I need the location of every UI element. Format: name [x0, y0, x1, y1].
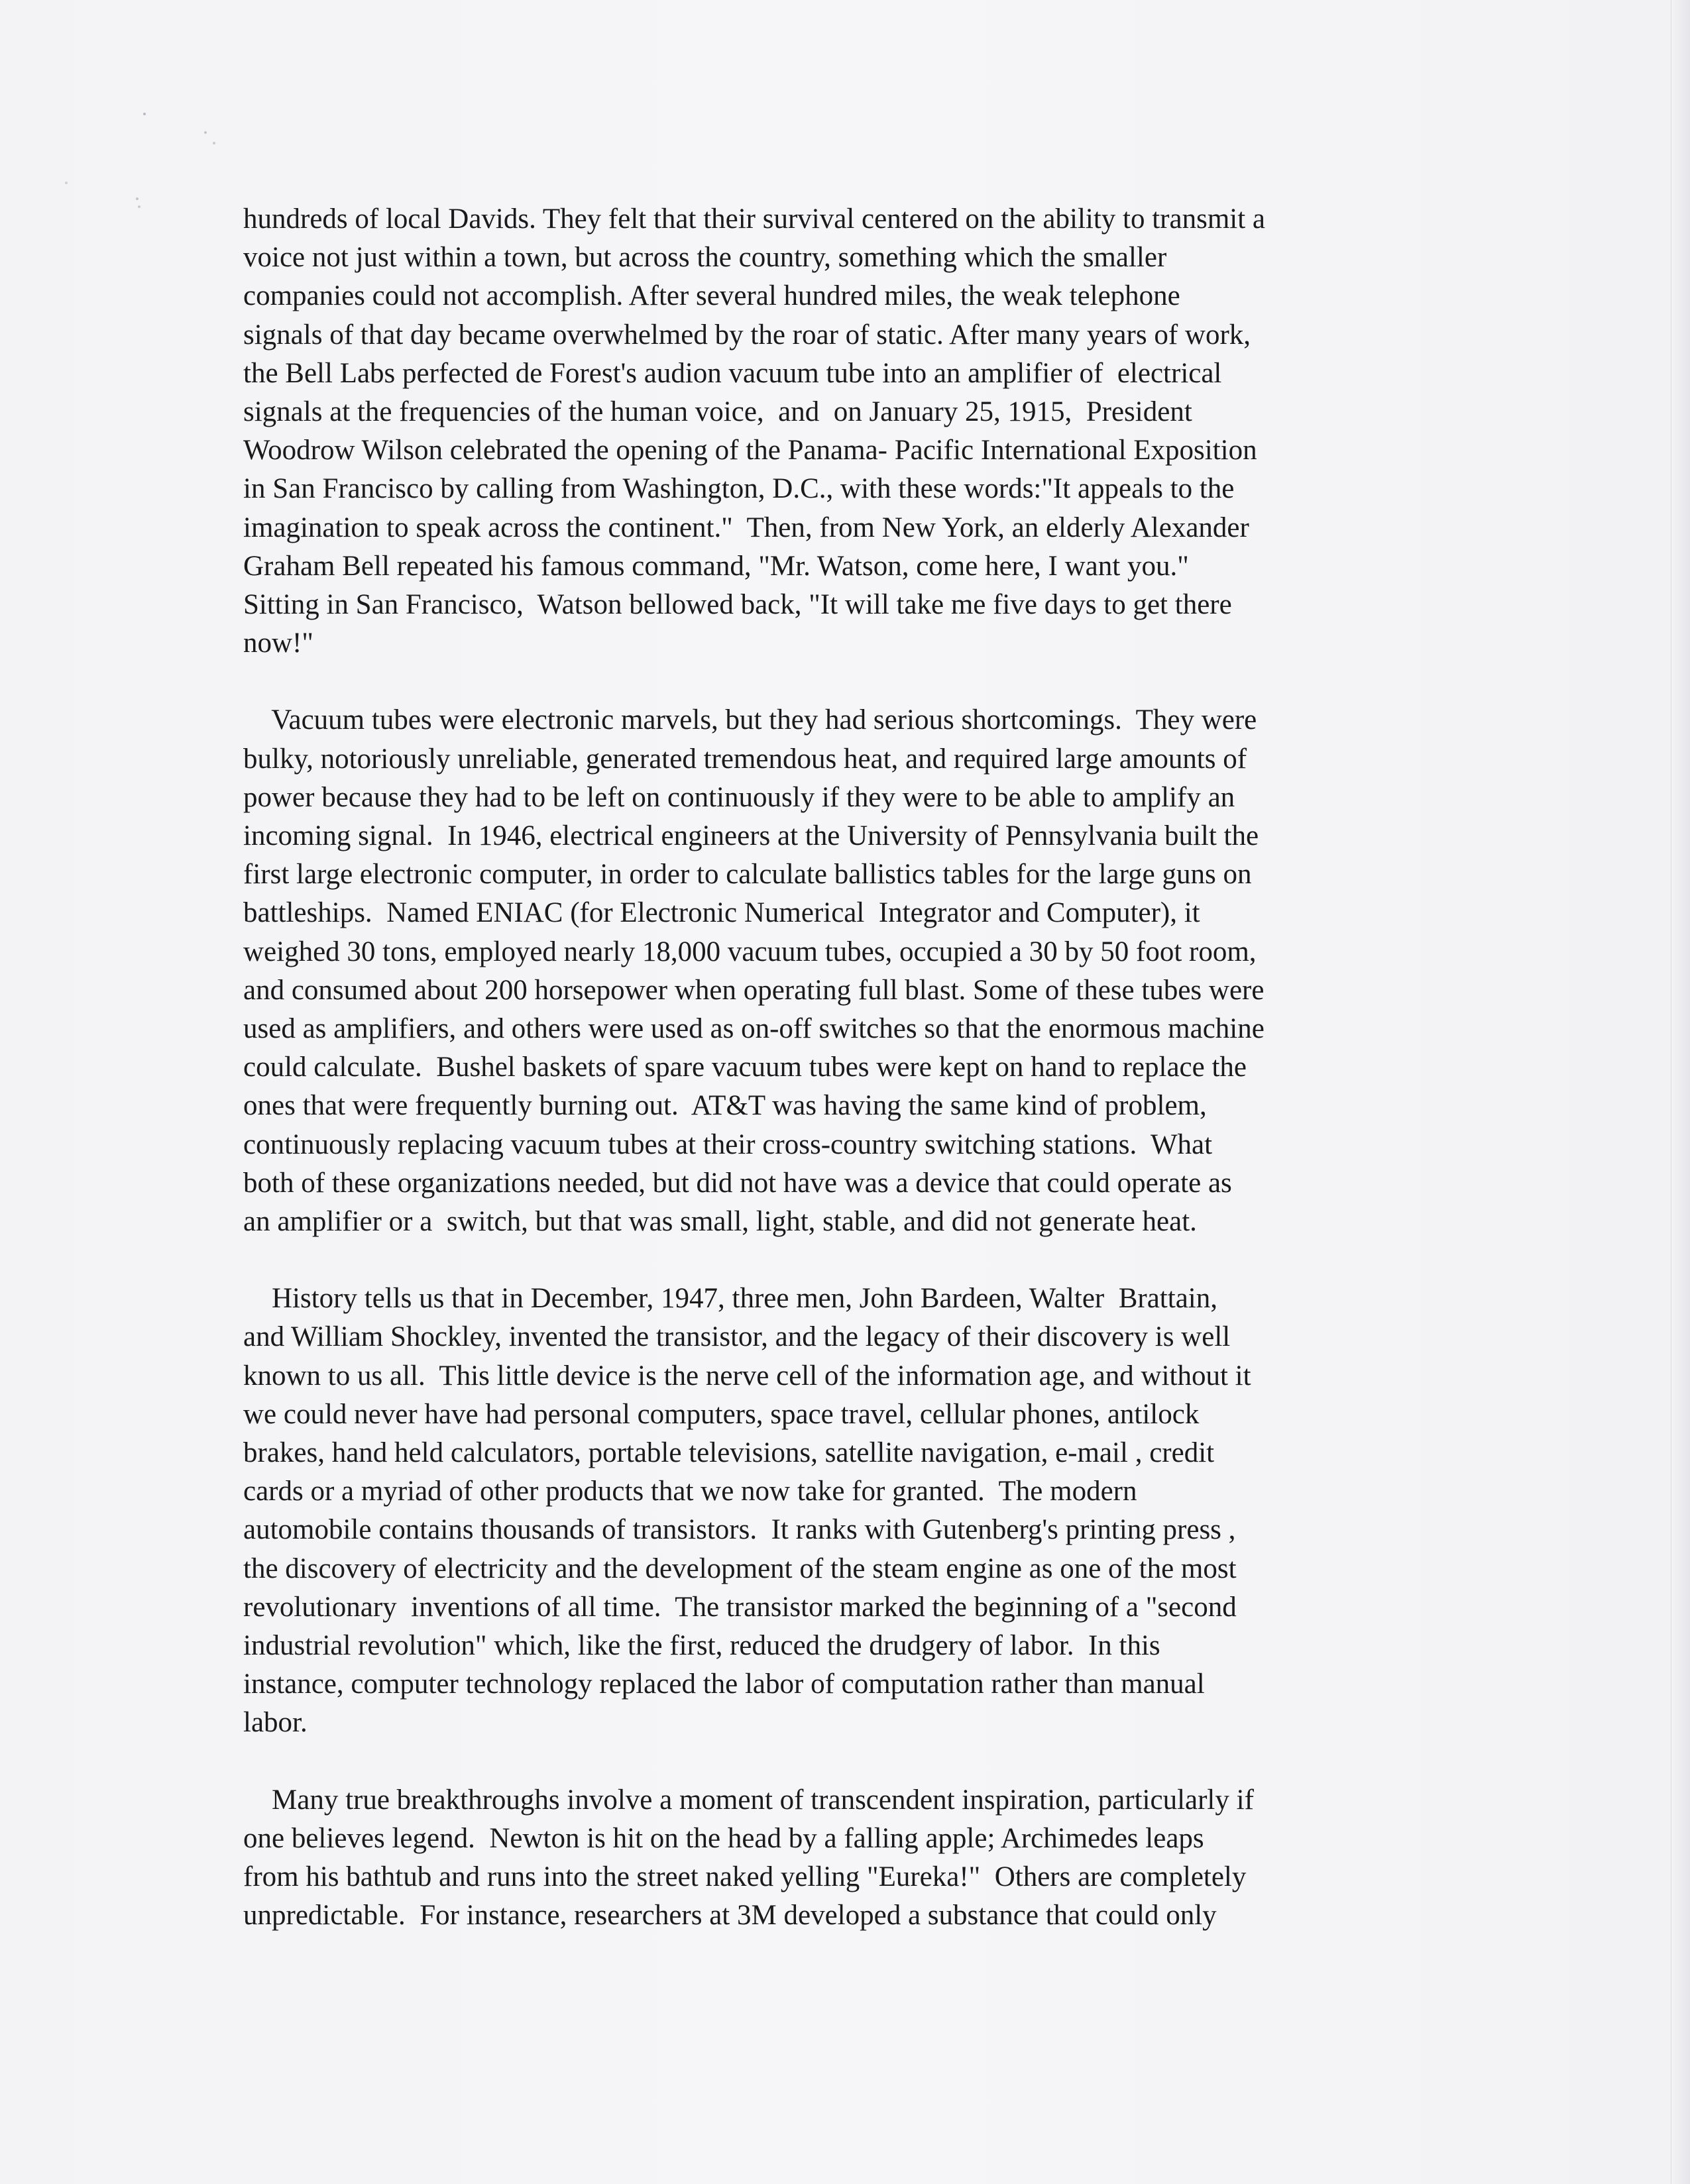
text-line: we could never have had personal computers, space travel, cellular phones, antilock — [243, 1398, 1200, 1430]
text-line: power because they had to be left on continuously if they were to be able to amplify an — [243, 781, 1235, 813]
paragraph-4 — [243, 1781, 1489, 1936]
text-line: the Bell Labs perfected de Forest's audion vacuum tube into an amplifier of electrical — [243, 357, 1222, 389]
text-line: unpredictable. For instance, researchers at 3M developed a substance that could only — [243, 1900, 1217, 1932]
text-line: from his bathtub and runs into the street naked yelling "Eureka!" Others are completely — [243, 1861, 1247, 1893]
paragraph-2 — [243, 701, 1489, 1241]
text-line: Many true breakthroughs involve a moment of transcendent inspiration, particularly if — [243, 1784, 1254, 1816]
text-line: companies could not accomplish. After several hundred miles, the weak telephone — [243, 280, 1180, 312]
text-line: signals at the frequencies of the human voice, and on January 25, 1915, President — [243, 396, 1192, 427]
text-line: brakes, hand held calculators, portable televisions, satellite navigation, e-mail , credit — [243, 1437, 1215, 1468]
scan-right-edge — [1671, 0, 1690, 2184]
text-line: battleships. Named ENIAC (for Electronic Numerical Integrator and Computer), it — [243, 897, 1200, 929]
text-line: known to us all. This little device is the nerve cell of the information age, and without it — [243, 1360, 1251, 1392]
text-line: Vacuum tubes were electronic marvels, but they had serious shortcomings. They were — [243, 704, 1257, 736]
text-line: used as amplifiers, and others were used as on-off switches so that the enormous machine — [243, 1012, 1265, 1044]
text-line: labor. — [243, 1707, 308, 1739]
text-line: revolutionary inventions of all time. The transistor marked the beginning of a "second — [243, 1591, 1237, 1623]
paragraph-3 — [243, 1280, 1489, 1742]
text-line: industrial revolution" which, like the first, reduced the drudgery of labor. In this — [243, 1629, 1160, 1661]
text-line: automobile contains thousands of transistors. It ranks with Gutenberg's printing press , — [243, 1514, 1236, 1546]
text-line: instance, computer technology replaced the labor of computation rather than manual — [243, 1668, 1205, 1700]
text-line: an amplifier or a switch, but that was small, light, stable, and did not generate heat. — [243, 1205, 1197, 1237]
text-line: ones that were frequently burning out. AT&T was having the same kind of problem, — [243, 1090, 1207, 1122]
paragraph-1 — [243, 200, 1489, 663]
text-line: continuously replacing vacuum tubes at their cross-country switching stations. What — [243, 1128, 1213, 1160]
text-line: imagination to speak across the continent." Then, from New York, an elderly Alexander — [243, 512, 1249, 543]
scan-specks — [0, 0, 265, 265]
text-line: incoming signal. In 1946, electrical engineers at the University of Pennsylvania built the — [243, 820, 1259, 851]
text-line: signals of that day became overwhelmed by the roar of static. After many years of work, — [243, 319, 1251, 351]
document-body — [243, 200, 1489, 1935]
text-line: hundreds of local Davids. They felt that their survival centered on the ability to transmit a — [243, 203, 1265, 235]
text-line: could calculate. Bushel baskets of spare vacuum tubes were kept on hand to replace the — [243, 1052, 1247, 1083]
text-line: voice not just within a town, but across the country, something which the smaller — [243, 242, 1167, 274]
text-line: Sitting in San Francisco, Watson bellowed back, "It will take me five days to get there — [243, 588, 1232, 620]
text-line: and consumed about 200 horsepower when operating full blast. Some of these tubes were — [243, 974, 1265, 1006]
text-line: in San Francisco by calling from Washington, D.C., with these words:"It appeals to the — [243, 473, 1235, 505]
text-line: cards or a myriad of other products that we now take for granted. The modern — [243, 1476, 1137, 1507]
text-line: both of these organizations needed, but did not have was a device that could operate as — [243, 1167, 1232, 1199]
text-line: now!" — [243, 628, 313, 659]
text-line: first large electronic computer, in order to calculate ballistics tables for the large guns on — [243, 859, 1252, 891]
text-line: weighed 30 tons, employed nearly 18,000 vacuum tubes, occupied a 30 by 50 foot room, — [243, 936, 1257, 967]
text-line: one believes legend. Newton is hit on the head by a falling apple; Archimedes leaps — [243, 1822, 1204, 1854]
text-line: Woodrow Wilson celebrated the opening of the Panama- Pacific International Exposition — [243, 435, 1257, 466]
text-line: History tells us that in December, 1947, three men, John Bardeen, Walter Brattain, — [243, 1283, 1217, 1315]
text-line: bulky, notoriously unreliable, generated tremendous heat, and required large amounts of — [243, 743, 1247, 775]
text-line: the discovery of electricity and the development of the steam engine as one of the most — [243, 1553, 1237, 1584]
text-line: and William Shockley, invented the transistor, and the legacy of their discovery is well — [243, 1321, 1231, 1353]
text-line: Graham Bell repeated his famous command, "Mr. Watson, come here, I want you." — [243, 550, 1189, 582]
